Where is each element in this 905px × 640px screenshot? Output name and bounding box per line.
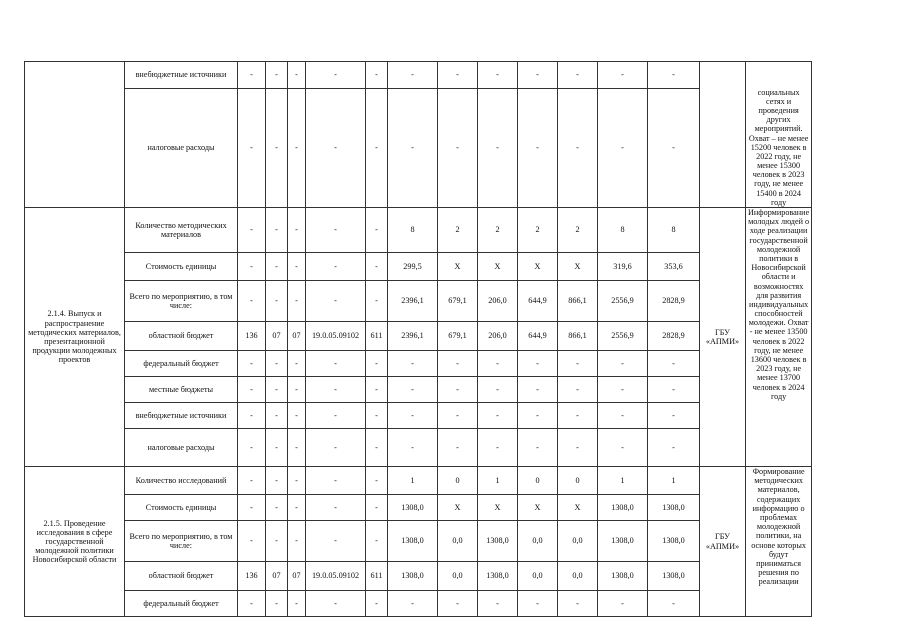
value-cell: 8 <box>388 208 438 253</box>
value-cell: - <box>266 62 288 89</box>
value-cell: - <box>306 351 366 377</box>
value-cell: - <box>266 403 288 429</box>
value-cell: - <box>648 89 700 208</box>
value-cell: - <box>306 495 366 521</box>
value-cell: - <box>366 429 388 467</box>
row-label: Стоимость единицы <box>125 253 238 281</box>
value-cell: - <box>518 591 558 617</box>
table-row <box>25 429 812 467</box>
value-cell: - <box>266 467 288 495</box>
value-cell: - <box>598 429 648 467</box>
value-cell: - <box>438 89 478 208</box>
executor-cell <box>700 62 746 208</box>
row-label: федеральный бюджет <box>125 351 238 377</box>
value-cell: 206,0 <box>478 322 518 351</box>
value-cell: 679,1 <box>438 322 478 351</box>
value-cell: 136 <box>238 322 266 351</box>
value-cell: 1308,0 <box>388 521 438 562</box>
value-cell: - <box>558 351 598 377</box>
executor-cell: ГБУ «АПМИ» <box>700 467 746 617</box>
value-cell: - <box>288 467 306 495</box>
value-cell: 866,1 <box>558 322 598 351</box>
value-cell: 299,5 <box>388 253 438 281</box>
value-cell: - <box>238 89 266 208</box>
value-cell: 1 <box>598 467 648 495</box>
value-cell: - <box>388 403 438 429</box>
row-label: Всего по мероприятию, в том числе: <box>125 521 238 562</box>
value-cell: - <box>288 208 306 253</box>
row-label: областной бюджет <box>125 562 238 591</box>
value-cell: - <box>306 467 366 495</box>
value-cell: 0 <box>558 467 598 495</box>
table-row <box>25 377 812 403</box>
value-cell: - <box>266 377 288 403</box>
value-cell: 1 <box>478 467 518 495</box>
value-cell: 1308,0 <box>598 521 648 562</box>
value-cell: - <box>306 62 366 89</box>
value-cell: - <box>238 377 266 403</box>
value-cell: 319,6 <box>598 253 648 281</box>
table-row <box>25 208 812 253</box>
expected-result-cell: социальных сетях и проведения других мероприятий. Охват – не менее 15200 человек в 2022 году, не менее 15300 человек в 2023 году, не менее 15400 в 2024 году <box>746 62 812 208</box>
table-row <box>25 562 812 591</box>
value-cell: 1 <box>648 467 700 495</box>
table-row <box>25 89 812 208</box>
value-cell: 866,1 <box>558 281 598 322</box>
value-cell: - <box>366 403 388 429</box>
value-cell: - <box>598 62 648 89</box>
activity-name-cell: 2.1.4. Выпуск и распространение методических материалов, презентационной продукции молодежных проектов <box>25 208 125 467</box>
value-cell: - <box>238 591 266 617</box>
value-cell: 8 <box>598 208 648 253</box>
value-cell: - <box>238 429 266 467</box>
value-cell: - <box>306 377 366 403</box>
value-cell: 2828,9 <box>648 281 700 322</box>
value-cell: - <box>558 62 598 89</box>
value-cell: - <box>388 429 438 467</box>
value-cell: - <box>266 351 288 377</box>
value-cell: Х <box>518 253 558 281</box>
table-row <box>25 521 812 562</box>
row-label: налоговые расходы <box>125 429 238 467</box>
value-cell: - <box>388 62 438 89</box>
row-label: внебюджетные источники <box>125 403 238 429</box>
table-row <box>25 495 812 521</box>
value-cell: - <box>266 495 288 521</box>
value-cell: 2 <box>518 208 558 253</box>
value-cell: - <box>306 208 366 253</box>
value-cell: 0,0 <box>558 562 598 591</box>
value-cell: - <box>366 62 388 89</box>
value-cell: 19.0.05.09102 <box>306 562 366 591</box>
value-cell: - <box>288 253 306 281</box>
value-cell: Х <box>558 495 598 521</box>
value-cell: - <box>306 403 366 429</box>
value-cell: 1308,0 <box>478 521 518 562</box>
program-table <box>24 61 812 617</box>
value-cell: 1308,0 <box>648 495 700 521</box>
value-cell: - <box>366 377 388 403</box>
value-cell: 07 <box>288 562 306 591</box>
value-cell: 1308,0 <box>648 562 700 591</box>
value-cell: - <box>288 429 306 467</box>
value-cell: 0,0 <box>438 562 478 591</box>
row-label: Количество методических материалов <box>125 208 238 253</box>
value-cell: 2396,1 <box>388 281 438 322</box>
row-label: Количество исследований <box>125 467 238 495</box>
value-cell: - <box>518 429 558 467</box>
value-cell: - <box>266 253 288 281</box>
value-cell: Х <box>558 253 598 281</box>
value-cell: 2 <box>478 208 518 253</box>
value-cell: Х <box>438 253 478 281</box>
table-row <box>25 351 812 377</box>
value-cell: - <box>388 377 438 403</box>
value-cell: 2556,9 <box>598 281 648 322</box>
value-cell: - <box>238 208 266 253</box>
value-cell: 1308,0 <box>598 495 648 521</box>
value-cell: - <box>438 62 478 89</box>
value-cell: - <box>366 281 388 322</box>
value-cell: 1308,0 <box>648 521 700 562</box>
table-row <box>25 467 812 495</box>
value-cell: - <box>366 467 388 495</box>
value-cell: - <box>648 591 700 617</box>
value-cell: 0,0 <box>558 521 598 562</box>
executor-cell: ГБУ «АПМИ» <box>700 208 746 467</box>
value-cell: - <box>648 377 700 403</box>
value-cell: - <box>238 62 266 89</box>
value-cell: 0 <box>518 467 558 495</box>
value-cell: - <box>306 253 366 281</box>
value-cell: - <box>598 89 648 208</box>
value-cell: 0,0 <box>518 521 558 562</box>
value-cell: - <box>288 351 306 377</box>
value-cell: 1308,0 <box>598 562 648 591</box>
table-row <box>25 62 812 89</box>
value-cell: - <box>648 403 700 429</box>
value-cell: - <box>288 403 306 429</box>
activity-name-cell: 2.1.5. Проведение исследования в сфере государственной молодежной политики Новосибирской области <box>25 467 125 617</box>
value-cell: - <box>558 377 598 403</box>
value-cell: 644,9 <box>518 281 558 322</box>
row-label: Всего по мероприятию, в том числе: <box>125 281 238 322</box>
value-cell: - <box>238 351 266 377</box>
value-cell: 644,9 <box>518 322 558 351</box>
value-cell: - <box>238 403 266 429</box>
value-cell: 07 <box>266 322 288 351</box>
value-cell: - <box>478 89 518 208</box>
value-cell: - <box>266 591 288 617</box>
value-cell: 353,6 <box>648 253 700 281</box>
expected-result-cell: Информирование молодых людей о ходе реализации государственной молодежной политики в Новосибирской области и возможностях для развития индивидуальных способностей молодежи. Охват - не менее 13500 человек в 2022 году, не менее 13600 человек в 2023 году, не менее 13700 человек в 2024 году <box>746 208 812 467</box>
value-cell: 1308,0 <box>388 562 438 591</box>
value-cell: - <box>306 521 366 562</box>
value-cell: - <box>558 591 598 617</box>
row-label: Стоимость единицы <box>125 495 238 521</box>
value-cell: 136 <box>238 562 266 591</box>
activity-name-cell <box>25 62 125 208</box>
value-cell: - <box>598 403 648 429</box>
value-cell: - <box>558 403 598 429</box>
value-cell: - <box>648 429 700 467</box>
value-cell: - <box>288 495 306 521</box>
value-cell: 1 <box>388 467 438 495</box>
value-cell: - <box>306 89 366 208</box>
value-cell: 679,1 <box>438 281 478 322</box>
value-cell: - <box>558 89 598 208</box>
value-cell: Х <box>478 253 518 281</box>
value-cell: - <box>238 521 266 562</box>
value-cell: - <box>518 403 558 429</box>
value-cell: - <box>366 253 388 281</box>
value-cell: 2556,9 <box>598 322 648 351</box>
value-cell: - <box>306 281 366 322</box>
value-cell: 2 <box>438 208 478 253</box>
value-cell: - <box>266 429 288 467</box>
value-cell: - <box>518 62 558 89</box>
value-cell: 8 <box>648 208 700 253</box>
value-cell: 07 <box>266 562 288 591</box>
value-cell: - <box>238 253 266 281</box>
value-cell: Х <box>438 495 478 521</box>
value-cell: - <box>478 403 518 429</box>
value-cell: - <box>388 351 438 377</box>
value-cell: - <box>478 351 518 377</box>
value-cell: - <box>438 429 478 467</box>
row-label: федеральный бюджет <box>125 591 238 617</box>
value-cell: - <box>366 591 388 617</box>
value-cell: - <box>288 521 306 562</box>
value-cell: 2396,1 <box>388 322 438 351</box>
value-cell: - <box>366 351 388 377</box>
value-cell: - <box>518 89 558 208</box>
value-cell: - <box>306 591 366 617</box>
value-cell: - <box>266 89 288 208</box>
value-cell: - <box>438 403 478 429</box>
value-cell: - <box>598 377 648 403</box>
table-row <box>25 253 812 281</box>
table-row <box>25 591 812 617</box>
value-cell: Х <box>518 495 558 521</box>
value-cell: - <box>478 377 518 403</box>
value-cell: - <box>518 377 558 403</box>
value-cell: - <box>288 89 306 208</box>
value-cell: 0,0 <box>518 562 558 591</box>
value-cell: - <box>388 89 438 208</box>
expected-result-cell: Формирование методических материалов, содержащих информацию о проблемах молодежной политики, на основе которых будут приниматься решения по реализации <box>746 467 812 617</box>
value-cell: - <box>266 281 288 322</box>
value-cell: - <box>598 591 648 617</box>
value-cell: - <box>598 351 648 377</box>
value-cell: - <box>288 591 306 617</box>
value-cell: - <box>648 62 700 89</box>
table-row <box>25 322 812 351</box>
value-cell: - <box>478 429 518 467</box>
value-cell: 611 <box>366 562 388 591</box>
value-cell: - <box>388 591 438 617</box>
value-cell: 19.0.05.09102 <box>306 322 366 351</box>
value-cell: - <box>438 591 478 617</box>
value-cell: - <box>266 208 288 253</box>
value-cell: - <box>238 467 266 495</box>
table-row <box>25 281 812 322</box>
value-cell: - <box>438 377 478 403</box>
value-cell: 0 <box>438 467 478 495</box>
value-cell: 07 <box>288 322 306 351</box>
value-cell: - <box>438 351 478 377</box>
value-cell: 1308,0 <box>478 562 518 591</box>
value-cell: 2828,9 <box>648 322 700 351</box>
value-cell: - <box>288 281 306 322</box>
value-cell: - <box>366 208 388 253</box>
value-cell: - <box>648 351 700 377</box>
value-cell: - <box>238 281 266 322</box>
value-cell: - <box>288 377 306 403</box>
value-cell: - <box>478 62 518 89</box>
value-cell: 1308,0 <box>388 495 438 521</box>
value-cell: 611 <box>366 322 388 351</box>
value-cell: - <box>518 351 558 377</box>
value-cell: Х <box>478 495 518 521</box>
row-label: местные бюджеты <box>125 377 238 403</box>
value-cell: - <box>266 521 288 562</box>
value-cell: 2 <box>558 208 598 253</box>
table-row <box>25 403 812 429</box>
row-label: областной бюджет <box>125 322 238 351</box>
value-cell: - <box>306 429 366 467</box>
value-cell: 0,0 <box>438 521 478 562</box>
value-cell: - <box>366 521 388 562</box>
value-cell: - <box>238 495 266 521</box>
row-label: налоговые расходы <box>125 89 238 208</box>
value-cell: - <box>558 429 598 467</box>
row-label: внебюджетные источники <box>125 62 238 89</box>
value-cell: 206,0 <box>478 281 518 322</box>
value-cell: - <box>366 89 388 208</box>
value-cell: - <box>366 495 388 521</box>
value-cell: - <box>478 591 518 617</box>
value-cell: - <box>288 62 306 89</box>
